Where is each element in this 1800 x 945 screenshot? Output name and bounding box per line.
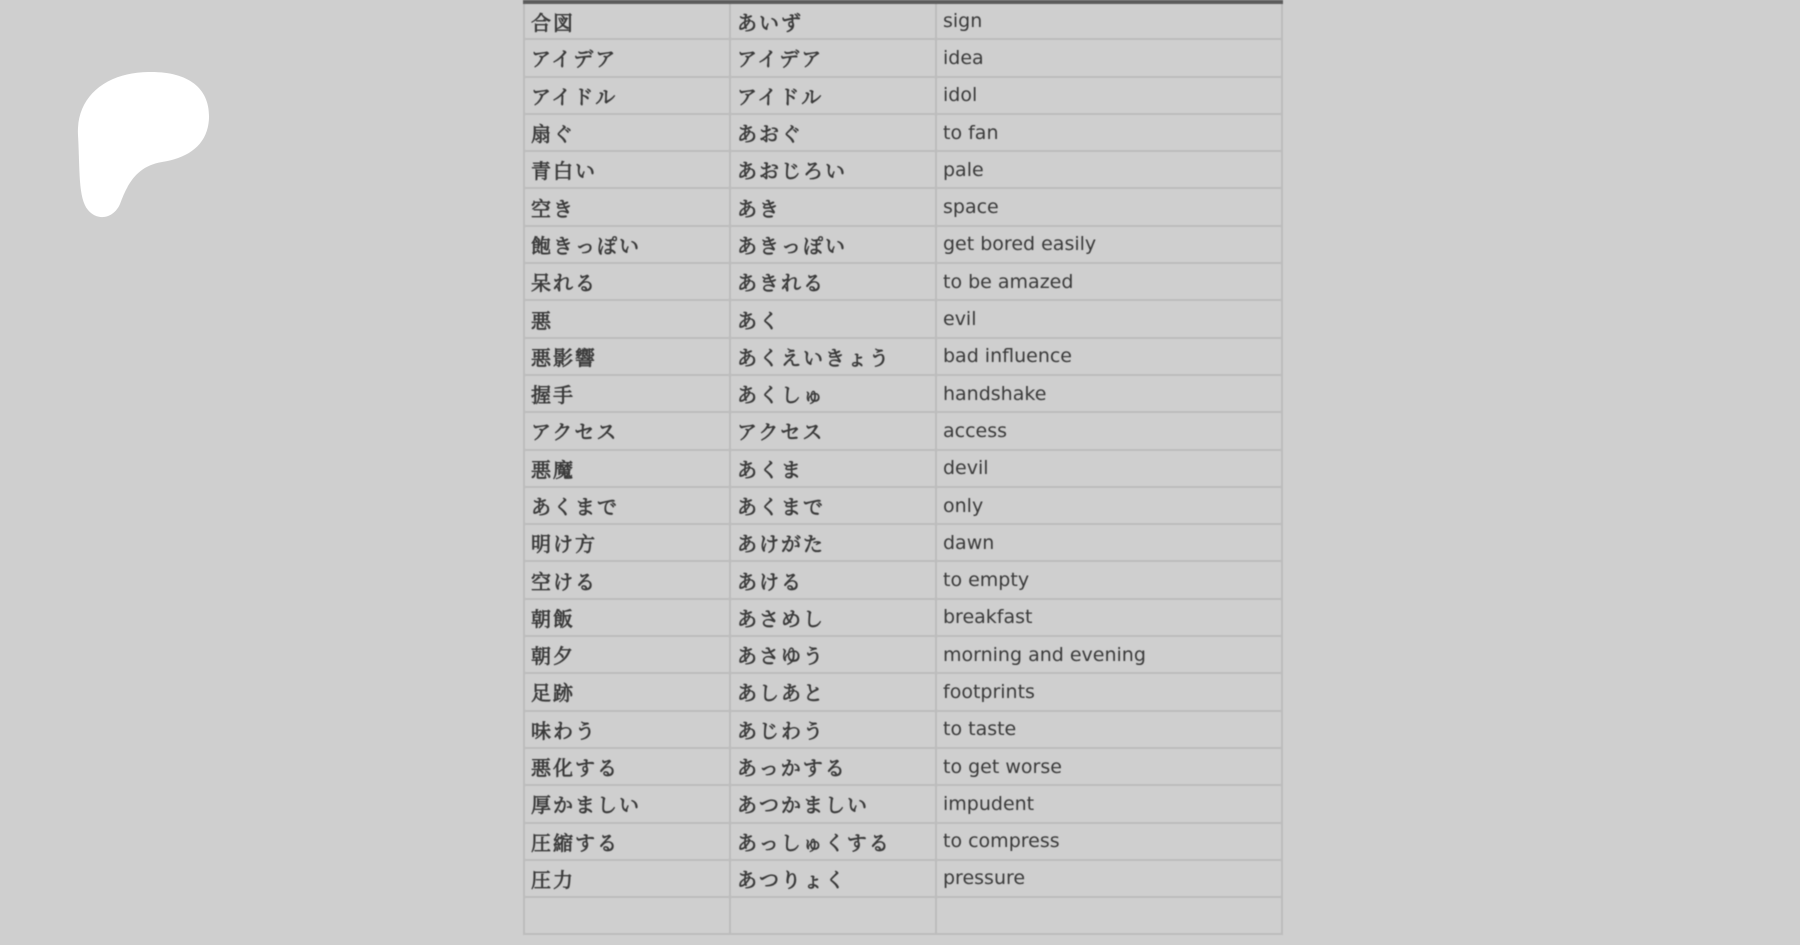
table-row	[524, 897, 1282, 934]
english-cell: to compress	[936, 823, 1282, 860]
english-cell: idol	[936, 77, 1282, 114]
english-cell: space	[936, 188, 1282, 225]
english-cell: get bored easily	[936, 226, 1282, 263]
kanji-cell: 合図	[524, 2, 730, 39]
table-row	[524, 450, 1282, 487]
english-cell: to empty	[936, 561, 1282, 598]
kana-cell: あく	[730, 300, 936, 337]
kanji-cell: 悪魔	[524, 450, 730, 487]
logo-shape	[78, 72, 209, 217]
kana-cell: あっしゅくする	[730, 823, 936, 860]
kanji-cell: 空き	[524, 188, 730, 225]
kanji-cell: 朝夕	[524, 636, 730, 673]
kanji-cell: 悪	[524, 300, 730, 337]
kanji-cell: 飽きっぽい	[524, 226, 730, 263]
table-row	[524, 77, 1282, 114]
table-row	[524, 636, 1282, 673]
english-cell: dawn	[936, 524, 1282, 561]
kana-cell: あつかましい	[730, 785, 936, 822]
kana-cell: あいず	[730, 2, 936, 39]
kana-cell: アイドル	[730, 77, 936, 114]
kanji-cell: 扇ぐ	[524, 114, 730, 151]
english-cell: morning and evening	[936, 636, 1282, 673]
table-row	[524, 151, 1282, 188]
english-cell: breakfast	[936, 599, 1282, 636]
english-cell: pressure	[936, 860, 1282, 897]
kana-cell: あける	[730, 561, 936, 598]
table-row	[524, 561, 1282, 598]
kana-cell: あけがた	[730, 524, 936, 561]
kana-cell: あっかする	[730, 748, 936, 785]
table-row	[524, 673, 1282, 710]
kana-cell: あきれる	[730, 263, 936, 300]
english-cell: to fan	[936, 114, 1282, 151]
table-row	[524, 860, 1282, 897]
kana-cell	[730, 897, 936, 934]
kanji-cell: 握手	[524, 375, 730, 412]
kanji-cell: 圧力	[524, 860, 730, 897]
kana-cell: あきっぽい	[730, 226, 936, 263]
table-row	[524, 263, 1282, 300]
kana-cell: アイデア	[730, 39, 936, 76]
kana-cell: あき	[730, 188, 936, 225]
english-cell: sign	[936, 2, 1282, 39]
kanji-cell: 朝飯	[524, 599, 730, 636]
english-cell: to taste	[936, 711, 1282, 748]
table-row	[524, 300, 1282, 337]
table-row	[524, 375, 1282, 412]
kanji-cell: 足跡	[524, 673, 730, 710]
table-row	[524, 114, 1282, 151]
table-row	[524, 338, 1282, 375]
english-cell: bad influence	[936, 338, 1282, 375]
kanji-cell: 青白い	[524, 151, 730, 188]
english-cell: access	[936, 412, 1282, 449]
kana-cell: あくまで	[730, 487, 936, 524]
kanji-cell: 味わう	[524, 711, 730, 748]
kanji-cell: アイデア	[524, 39, 730, 76]
table-row	[524, 487, 1282, 524]
kana-cell: あじわう	[730, 711, 936, 748]
table-row	[524, 711, 1282, 748]
kana-cell: あくま	[730, 450, 936, 487]
kana-cell: アクセス	[730, 412, 936, 449]
english-cell: devil	[936, 450, 1282, 487]
kana-cell: あさゆう	[730, 636, 936, 673]
kana-cell: あさめし	[730, 599, 936, 636]
table-row	[524, 785, 1282, 822]
table-row	[524, 524, 1282, 561]
kanji-cell: 呆れる	[524, 263, 730, 300]
kanji-cell: 悪化する	[524, 748, 730, 785]
table-row	[524, 188, 1282, 225]
kana-cell: あしあと	[730, 673, 936, 710]
kana-cell: あくえいきょう	[730, 338, 936, 375]
table-row	[524, 226, 1282, 263]
english-cell: idea	[936, 39, 1282, 76]
table-row	[524, 2, 1282, 39]
table-row	[524, 412, 1282, 449]
english-cell: to be amazed	[936, 263, 1282, 300]
english-cell: handshake	[936, 375, 1282, 412]
table-row	[524, 599, 1282, 636]
english-cell: footprints	[936, 673, 1282, 710]
vocabulary-table-body	[524, 2, 1282, 934]
kanji-cell: 厚かましい	[524, 785, 730, 822]
kanji-cell: 空ける	[524, 561, 730, 598]
kanji-cell: 明け方	[524, 524, 730, 561]
kana-cell: あおぐ	[730, 114, 936, 151]
kanji-cell: アイドル	[524, 77, 730, 114]
vocabulary-table	[523, 0, 1283, 935]
table-row	[524, 39, 1282, 76]
patreon-logo-icon	[76, 70, 211, 220]
kanji-cell	[524, 897, 730, 934]
english-cell: impudent	[936, 785, 1282, 822]
english-cell: only	[936, 487, 1282, 524]
english-cell	[936, 897, 1282, 934]
kana-cell: あくしゅ	[730, 375, 936, 412]
english-cell: pale	[936, 151, 1282, 188]
kana-cell: あおじろい	[730, 151, 936, 188]
table-row	[524, 748, 1282, 785]
kanji-cell: 圧縮する	[524, 823, 730, 860]
english-cell: evil	[936, 300, 1282, 337]
kana-cell: あつりょく	[730, 860, 936, 897]
kanji-cell: あくまで	[524, 487, 730, 524]
kanji-cell: 悪影響	[524, 338, 730, 375]
kanji-cell: アクセス	[524, 412, 730, 449]
english-cell: to get worse	[936, 748, 1282, 785]
table-row	[524, 823, 1282, 860]
